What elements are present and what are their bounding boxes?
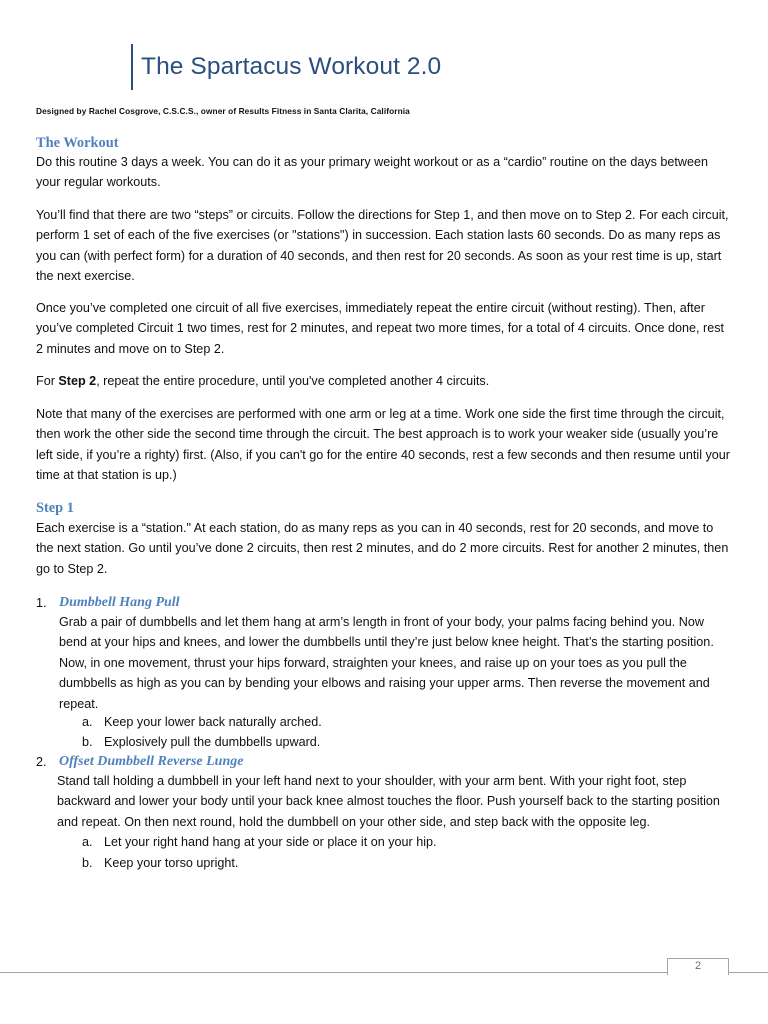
section-the-workout [36,134,732,483]
workout-paragraph: Once you’ve completed one circuit of all five exercises, immediately repeat the entire circuit (without resting). Then, after you’ve completed Circuit 1 two times, rest for 2 minutes, and repeat two more times, for a total of 4 circuits. Once done, rest 2 minutes and move on to Step 2. [36,301,725,356]
tip-text: Explosively pull the dumbbells upward. [104,735,321,749]
exercise-number: 1. [36,596,47,610]
step2-paragraph [36,371,732,391]
document-title: The Spartacus Workout 2.0 [141,53,442,80]
tip-letter: a. [82,715,93,729]
tip-text: Keep your torso upright. [104,856,239,870]
step2-bold: Step 2 [58,374,97,388]
footer-rule [0,972,768,973]
workout-paragraph: Do this routine 3 days a week. You can do it as your primary weight workout or as a “cardio” routine on the days between your regular workouts. [36,155,709,190]
step2-suffix: , repeat the entire procedure, until you've completed another 4 circuits. [96,374,490,388]
author-byline: Designed by Rachel Cosgrove, C.S.C.S., owner of Results Fitness in Santa Clarita, California [36,106,410,116]
tip-text: Keep your lower back naturally arched. [104,715,322,729]
heading-step-1: Step 1 [36,500,74,516]
tip-letter: b. [82,735,93,749]
exercise-description: Grab a pair of dumbbells and let them hang at arm’s length in front of your body, your palms facing behind you. Now bend at your hips and knees, and lower the dumbbells until they’re just below knee height. That’s the starting position. Now, in one movement, thrust your hips forward, straighten your knees, and raise up on your toes as you pull the dumbbells as high as you can by bending your elbows and raising your upper arms. Then reverse the movement and repeat. [59,615,714,711]
heading-the-workout: The Workout [36,135,119,151]
tip-letter: b. [82,856,93,870]
tip-letter: a. [82,835,93,849]
workout-paragraph: Note that many of the exercises are performed with one arm or leg at a time. Work one side the first time through the circuit, then work the other side the second time through the circuit. The best approach is to work your weaker side (usually you’re left side, if you’re a righty) first. (Also, if you can't go for the entire 40 seconds, rest a few seconds and then resume until your time at that station is up.) [36,407,731,483]
step2-prefix: For [36,374,59,388]
exercise-number: 2. [36,755,47,769]
title-block [131,44,441,90]
exercise-title: Dumbbell Hang Pull [59,595,180,610]
page-number: 2 [694,960,702,972]
page-number-tab [667,958,729,975]
exercise-title: Offset Dumbbell Reverse Lunge [59,754,244,769]
exercise-description: Stand tall holding a dumbbell in your left hand next to your shoulder, with your arm bent. With your right foot, step backward and lower your body until your back knee almost touches the floor. Push yourself back to the starting position and repeat. On then next round, hold the dumbbell on your other side, and step back with the opposite leg. [57,774,720,829]
step1-intro: Each exercise is a “station." At each station, do as many reps as you can in 40 seconds, rest for 20 seconds, and move to the next station. Go until you’ve done 2 circuits, then rest 2 minutes, and do 2 more circuits. Rest for another 2 minutes, then go to Step 2. [36,521,729,576]
workout-paragraph: You’ll find that there are two “steps” or circuits. Follow the directions for Step 1, and then move on to Step 2. For each circuit, perform 1 set of each of the five exercises (or "stations") in succession. Each station lasts 60 seconds. Do as many reps as you can (with perfect form) for a duration of 40 seconds, and then rest for 20 seconds. As soon as your rest time is up, start the next exercise. [36,208,729,284]
tip-text: Let your right hand hang at your side or place it on your hip. [104,835,437,849]
